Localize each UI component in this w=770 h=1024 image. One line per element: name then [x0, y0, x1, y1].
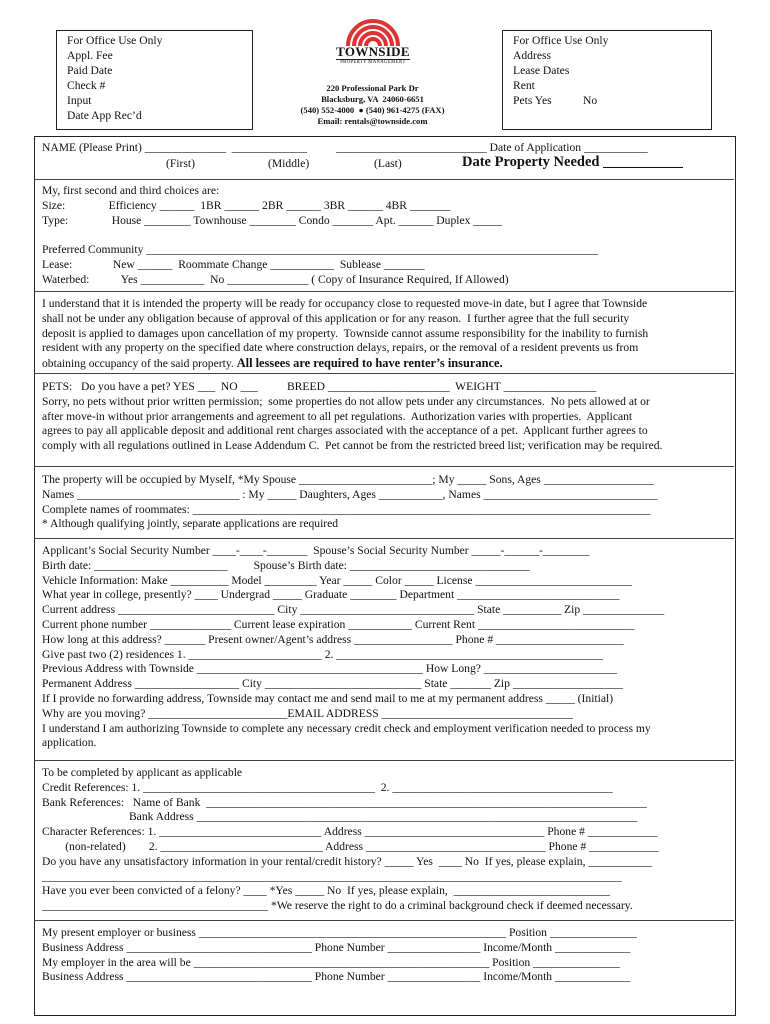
choices-spacer	[42, 228, 598, 243]
office-use-left-title: For Office Use Only	[67, 34, 163, 47]
pets-question[interactable]: PETS: Do you have a pet? YES ___ NO ___ BREED _____________________ WEIGHT ________________	[42, 380, 597, 393]
character-reference-1[interactable]: Character References: 1. ____________________________ Address _______________________________ Phone # ____________	[42, 825, 658, 839]
office-item-paid-date: Paid Date	[67, 64, 113, 77]
choices-intro: My, first second and third choices are:	[42, 184, 220, 197]
townside-logo-icon	[342, 14, 404, 48]
agreement-line: I understand that it is intended the property will be ready for occupancy close to requested move-in date, but I agree that Townside	[42, 297, 648, 310]
divider	[34, 291, 734, 292]
bank-address-field[interactable]: Bank Address ____________________________________________________________________________	[42, 810, 638, 824]
credit-authorization-text: application.	[42, 736, 97, 750]
college-field[interactable]: What year in college, presently? ____ Undergrad _____ Graduate ________ Department ____________________________	[42, 588, 620, 602]
company-address-1: 220 Professional Park Dr	[326, 83, 419, 93]
bank-name-field[interactable]: Bank References: Name of Bank ____________________________________________________________________________	[42, 795, 647, 809]
divider	[34, 760, 734, 761]
company-name: TOWNSIDE	[336, 44, 410, 59]
area-employer-field[interactable]: My employer in the area will be ___________________________________________________ Position _______________	[42, 955, 621, 969]
current-phone-field[interactable]: Current phone number ______________ Current lease expiration ___________ Current Rent ___________________________	[42, 617, 635, 631]
company-phone: (540) 552-4000 ● (540) 961-4275 (FAX)	[300, 105, 445, 115]
office-item-address: Address	[513, 49, 551, 62]
company-tagline: PROPERTY MANAGEMENT	[340, 60, 406, 65]
choices-section	[42, 184, 598, 288]
agreement-line: obtaining occupancy of the said property.	[42, 357, 234, 371]
lease-choices[interactable]: Lease: New ______ Roommate Change ___________ Sublease _______	[42, 257, 425, 271]
office-item-check: Check #	[67, 79, 106, 92]
divider	[34, 920, 734, 921]
credit-authorization-text: I understand I am authorizing Townside to complete any necessary credit check and employment verification needed to process my	[42, 721, 651, 735]
past-residences-field[interactable]: Give past two (2) residences 1. _______________________ 2. ______________________________________________	[42, 647, 603, 661]
background-check-note[interactable]: _______________________________________ *We reserve the right to do a criminal background check if deemed necessary.	[42, 899, 633, 913]
pets-policy-line: comply with all regulations outlined in Lease Addendum C. Pet cannot be from the restricted breed list; verification may be required.	[42, 439, 663, 453]
previous-address-field[interactable]: Previous Address with Townside _______________________________________ How Long? _______________________	[42, 662, 618, 676]
company-email: Email: rentals@townside.com	[317, 116, 428, 126]
employer-section	[42, 926, 637, 985]
business-address-field[interactable]: Business Address ________________________________ Phone Number ________________ Income/Month _____________	[42, 940, 631, 954]
date-property-needed[interactable]: Date Property Needed ___________	[462, 154, 683, 170]
divider	[34, 373, 734, 374]
size-choices[interactable]: Size: Efficiency ______ 1BR ______ 2BR ______ 3BR ______ 4BR _______	[42, 198, 451, 212]
birth-date-field[interactable]: Birth date: _______________________ Spouse’s Birth date: _______________________________	[42, 558, 530, 572]
present-employer-field[interactable]: My present employer or business _____________________________________________________ Position _______________	[42, 926, 637, 939]
references-intro: To be completed by applicant as applicable	[42, 766, 243, 779]
office-item-lease-dates: Lease Dates	[513, 64, 570, 77]
area-business-address-field[interactable]: Business Address ________________________________ Phone Number ________________ Income/Month _____________	[42, 970, 631, 984]
permanent-address-field[interactable]: Permanent Address __________________ City ___________________________ State _______ Zip ___________________	[42, 677, 623, 691]
current-address-field[interactable]: Current address ___________________________ City ______________________________ State __________ Zip ______________	[42, 603, 665, 617]
joint-application-note: * Although qualifying jointly, separate applications are required	[42, 517, 339, 531]
applicant-section	[42, 544, 664, 751]
divider	[34, 466, 734, 467]
vehicle-field[interactable]: Vehicle Information: Make __________ Model _________ Year _____ Color _____ License ___________________________	[42, 573, 632, 587]
ssn-field[interactable]: Applicant’s Social Security Number ____-____-_______ Spouse’s Social Security Number _____-______-________	[42, 544, 590, 557]
agreement-line: resident with any property on the specified date where construction delays, repairs, or the removal of a resident prevents us from	[42, 341, 639, 355]
pets-policy-line: Sorry, no pets without prior written permission; some properties do not allow pets under any circumstances. No pets allowed at or	[42, 394, 650, 408]
name-fields[interactable]: NAME (Please Print) ______________ _____________ __________________________ Date of Application ___________	[42, 141, 648, 154]
office-item-rent: Rent	[513, 79, 535, 92]
divider	[34, 538, 734, 539]
occupants-field[interactable]: The property will be occupied by Myself, *My Spouse _______________________; My _____ Sons, Ages ___________________	[42, 473, 654, 486]
moving-reason-email-field[interactable]: Why are you moving? ________________________EMAIL ADDRESS _________________________________	[42, 706, 573, 720]
agreement-section	[42, 297, 648, 372]
office-use-right-title: For Office Use Only	[513, 34, 609, 47]
rental-history-question[interactable]: Do you have any unsatisfactory information in your rental/credit history? _____ Yes ____ No If yes, please explain, ___________	[42, 854, 653, 868]
pets-policy-line: agrees to pay all applicable deposit and additional rent charges associated with the acceptance of a pet. Applicant further agrees to	[42, 424, 648, 438]
office-item-pets-no: No	[583, 94, 598, 107]
rental-history-explain[interactable]: ____________________________________________________________________________________________________	[42, 869, 622, 883]
type-choices[interactable]: Type: House ________ Townhouse ________ Condo _______ Apt. ______ Duplex _____	[42, 213, 503, 227]
agreement-line: deposit is applied to damages upon cancellation of my property. Townside cannot assume responsibility for the inability to furnish	[42, 326, 649, 340]
office-item-input: Input	[67, 94, 92, 107]
name-first-caption: (First)	[166, 157, 195, 170]
name-last-caption: (Last)	[374, 157, 402, 170]
pets-policy-line: after move-in without prior arrangements and agreement to all pet regulations. Authorization varies with properties. Applicant	[42, 409, 633, 423]
pets-section	[42, 380, 662, 454]
references-section	[42, 766, 659, 914]
divider	[34, 179, 734, 180]
waterbed-choices[interactable]: Waterbed: Yes ___________ No ______________ ( Copy of Insurance Required, If Allowed)	[42, 272, 509, 286]
preferred-community-field[interactable]: Preferred Community ______________________________________________________________________________	[42, 243, 599, 257]
office-item-appl-fee: Appl. Fee	[67, 49, 113, 62]
character-reference-2[interactable]: (non-related) 2. ____________________________ Address _______________________________ Phone # ____________	[42, 839, 659, 853]
office-item-pets-yes: Pets Yes	[513, 94, 552, 107]
forwarding-initial-field[interactable]: If I provide no forwarding address, Townside may contact me and send mail to me at my permanent address _____ (Initial)	[42, 691, 614, 705]
roommates-field[interactable]: Complete names of roommates: _______________________________________________________________________________	[42, 502, 651, 516]
occupant-names-field[interactable]: Names ____________________________ : My _____ Daughters, Ages ___________, Names ______________________________	[42, 487, 658, 501]
name-middle-caption: (Middle)	[268, 157, 310, 170]
insurance-note: All lessees are required to have renter’s insurance.	[236, 356, 503, 371]
agreement-line: shall not be under any obligation because of approval of this application or for any reason. I further agree that the full security	[42, 311, 630, 325]
office-item-date-rec: Date App Rec’d	[67, 109, 142, 122]
credit-references-field[interactable]: Credit References: 1. ________________________________________ 2. ______________________________________	[42, 780, 613, 794]
company-address-2: Blacksburg, VA 24060-6651	[321, 94, 424, 104]
felony-question[interactable]: Have you ever been convicted of a felony? ____ *Yes _____ No If yes, please explain, ___________________________	[42, 884, 611, 898]
occupancy-section	[42, 473, 657, 532]
how-long-field[interactable]: How long at this address? _______ Present owner/Agent’s address _________________ Phone # ______________________	[42, 632, 624, 646]
